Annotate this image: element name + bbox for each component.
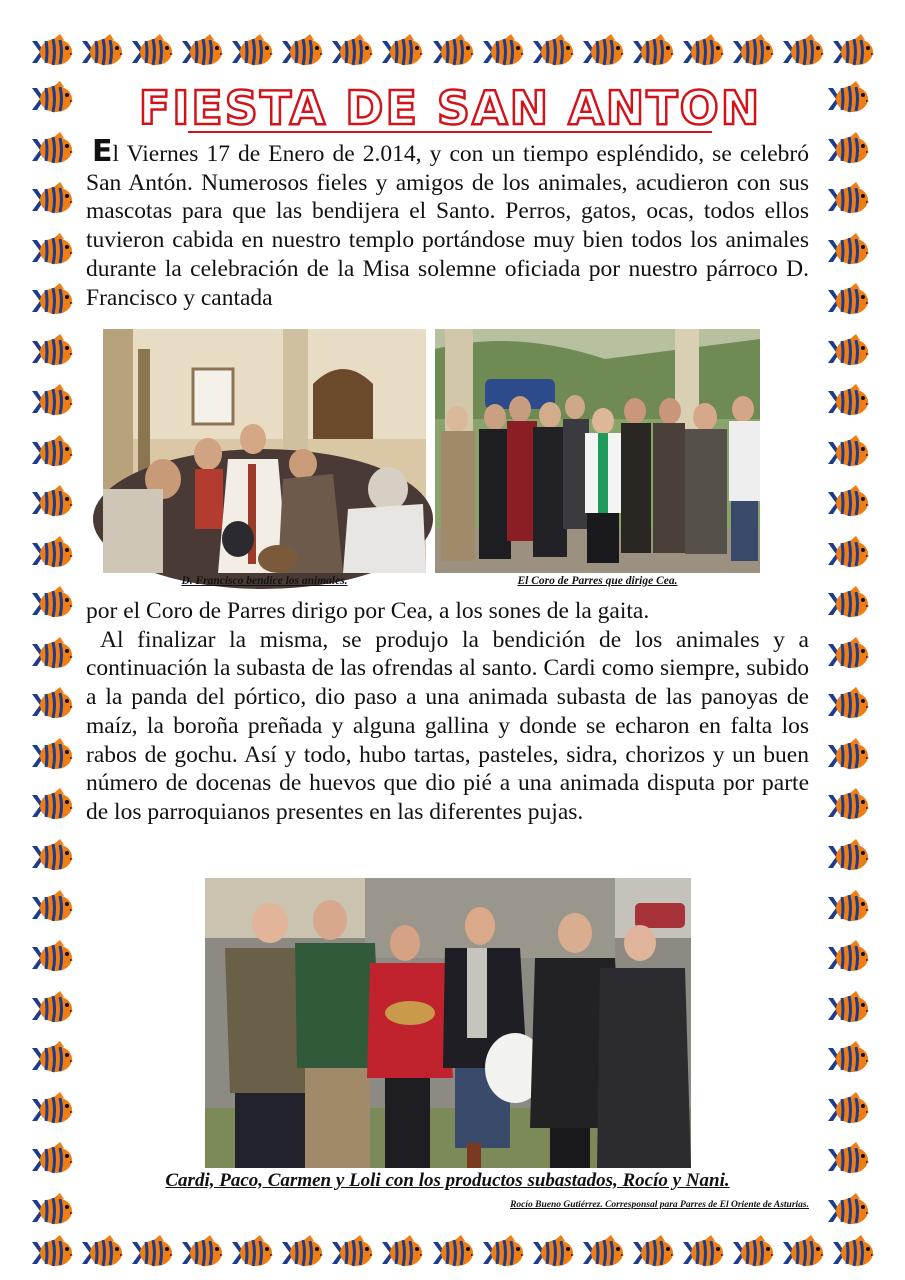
tropical-fish-icon [826, 1141, 870, 1179]
tropical-fish-icon [826, 686, 870, 724]
tropical-fish-icon [30, 33, 74, 71]
tropical-fish-icon [30, 333, 74, 371]
page-title-text: FIESTA DE SAN ANTON [138, 81, 762, 135]
drop-cap: E [92, 134, 113, 169]
tropical-fish-icon [826, 535, 870, 573]
tropical-fish-icon [30, 636, 74, 674]
tropical-fish-icon [581, 1234, 625, 1272]
tropical-fish-icon [30, 787, 74, 825]
tropical-fish-icon [531, 33, 575, 71]
tropical-fish-icon [826, 80, 870, 118]
tropical-fish-icon [30, 282, 74, 320]
tropical-fish-icon [30, 484, 74, 522]
tropical-fish-icon [30, 838, 74, 876]
tropical-fish-icon [431, 33, 475, 71]
tropical-fish-icon [826, 1192, 870, 1230]
tropical-fish-icon [30, 990, 74, 1028]
choir-photo [435, 329, 760, 573]
tropical-fish-icon [30, 80, 74, 118]
tropical-fish-icon [380, 33, 424, 71]
tropical-fish-icon [826, 636, 870, 674]
tropical-fish-icon [826, 585, 870, 623]
tropical-fish-icon [826, 333, 870, 371]
second-paragraph-block [86, 597, 809, 827]
tropical-fish-icon [831, 1234, 875, 1272]
tropical-fish-icon [80, 1234, 124, 1272]
tropical-fish-icon [781, 1234, 825, 1272]
tropical-fish-icon [826, 1040, 870, 1078]
group-photo-caption: Cardi, Paco, Carmen y Loli con los productos subastados, Rocío y Nani. [165, 1170, 730, 1191]
tropical-fish-icon [230, 1234, 274, 1272]
tropical-fish-icon [30, 939, 74, 977]
tropical-fish-icon [30, 181, 74, 219]
intro-text: l Viernes 17 de Enero de 2.014, y con un tiempo espléndido, se celebró San Antón. Numerosos fieles y amigos de los animales, acudieron con sus mascotas para que las bendijera el Santo. Perros, gatos, ocas, todos ellos tuvieron cabida en nuestro templo portándose muy bien todos los animales durante la celebración de la Misa solemne oficiada por nuestro párroco D. Francisco y cantada [86, 141, 809, 311]
tropical-fish-icon [380, 1234, 424, 1272]
tropical-fish-icon [826, 838, 870, 876]
tropical-fish-icon [826, 131, 870, 169]
tropical-fish-icon [681, 1234, 725, 1272]
tropical-fish-icon [826, 282, 870, 320]
tropical-fish-icon [180, 33, 224, 71]
tropical-fish-icon [280, 1234, 324, 1272]
intro-paragraph [86, 134, 809, 312]
tropical-fish-icon [731, 1234, 775, 1272]
fish-border-left [30, 80, 74, 1230]
tropical-fish-icon [826, 990, 870, 1028]
fish-border-top [30, 33, 875, 71]
tropical-fish-icon [30, 383, 74, 421]
tropical-fish-icon [130, 33, 174, 71]
tropical-fish-icon [826, 889, 870, 927]
tropical-fish-icon [431, 1234, 475, 1272]
tropical-fish-icon [330, 1234, 374, 1272]
tropical-fish-icon [731, 33, 775, 71]
tropical-fish-icon [826, 787, 870, 825]
tropical-fish-icon [826, 939, 870, 977]
tropical-fish-icon [481, 1234, 525, 1272]
tropical-fish-icon [30, 1040, 74, 1078]
tropical-fish-icon [30, 434, 74, 472]
tropical-fish-icon [531, 1234, 575, 1272]
tropical-fish-icon [30, 686, 74, 724]
tropical-fish-icon [80, 33, 124, 71]
tropical-fish-icon [30, 131, 74, 169]
tropical-fish-icon [826, 383, 870, 421]
second-paragraph: Al finalizar la misma, se produjo la bendición de los animales y a continuación la subasta de las ofrendas al santo. Cardi como siempre, subido a la panda del pórtico, dio paso a una animada subasta de las panoyas de maíz, la boroña preñada y alguna gallina y donde se echaron en falta los rabos de gochu. Así y todo, hubo tartas, pasteles, sidra, chorizos y un buen número de docenas de huevos que dio pié a una animada disputa por parte de los parroquianos presentes en las diferentes pujas. [86, 626, 809, 825]
tropical-fish-icon [30, 889, 74, 927]
fish-border-right [826, 80, 870, 1230]
tropical-fish-icon [230, 33, 274, 71]
tropical-fish-icon [826, 484, 870, 522]
fish-border-bottom [30, 1234, 875, 1272]
church-photo [103, 329, 426, 573]
continuation-line: por el Coro de Parres dirigo por Cea, a los sones de la gaita. [86, 598, 650, 624]
page-title [138, 80, 762, 135]
tropical-fish-icon [481, 33, 525, 71]
author-credit: Rocío Bueno Gutiérrez. Corresponsal para Parres de El Oriente de Asturias. [510, 1200, 809, 1210]
tropical-fish-icon [781, 33, 825, 71]
tropical-fish-icon [826, 434, 870, 472]
tropical-fish-icon [631, 1234, 675, 1272]
tropical-fish-icon [826, 181, 870, 219]
tropical-fish-icon [581, 33, 625, 71]
tropical-fish-icon [30, 1234, 74, 1272]
tropical-fish-icon [330, 33, 374, 71]
tropical-fish-icon [30, 1091, 74, 1129]
group-photo [205, 878, 691, 1168]
tropical-fish-icon [30, 737, 74, 775]
tropical-fish-icon [130, 1234, 174, 1272]
tropical-fish-icon [826, 737, 870, 775]
tropical-fish-icon [30, 1192, 74, 1230]
tropical-fish-icon [831, 33, 875, 71]
tropical-fish-icon [826, 232, 870, 270]
tropical-fish-icon [30, 585, 74, 623]
church-photo-caption: D. Francisco bendice los animales. [181, 575, 348, 587]
tropical-fish-icon [30, 232, 74, 270]
tropical-fish-icon [681, 33, 725, 71]
tropical-fish-icon [180, 1234, 224, 1272]
choir-photo-caption: El Coro de Parres que dirige Cea. [517, 575, 678, 587]
tropical-fish-icon [631, 33, 675, 71]
tropical-fish-icon [30, 1141, 74, 1179]
tropical-fish-icon [280, 33, 324, 71]
tropical-fish-icon [30, 535, 74, 573]
tropical-fish-icon [826, 1091, 870, 1129]
